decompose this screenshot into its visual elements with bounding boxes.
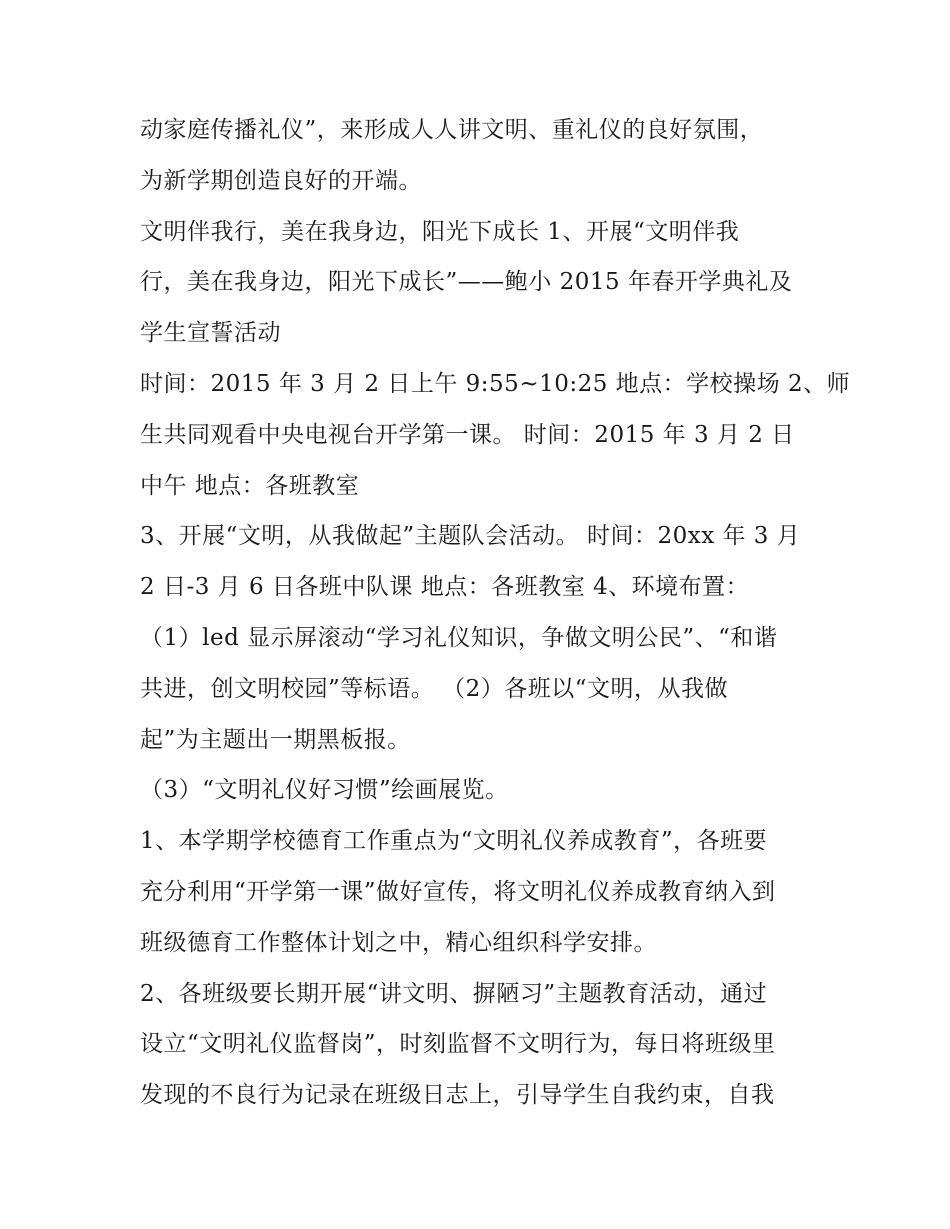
text-line: 为新学期创造良好的开端。 [140,167,422,194]
text-line: 共进，创文明校园”等标语。 （2）各班以“文明，从我做 [140,675,728,702]
text-line: （1）led 显示屏滚动“学习礼仪知识，争做文明公民”、“和谐 [140,624,778,651]
text-line: 学生宣誓活动 [140,320,281,347]
text-line: 充分利用“开学第一课”做好宣传，将文明礼仪养成教育纳入到 [140,878,776,905]
text-line: 行，美在我身边，阳光下成长”——鲍小 2015 年春开学典礼及 [140,269,793,296]
document-body [140,105,851,1121]
text-line: 中午 地点：各班教室 [140,472,360,499]
text-line: 2 日-3 月 6 日各班中队课 地点：各班教室 4、环境布置： [140,574,750,601]
text-line: 起”为主题出一期黑板报。 [140,726,411,753]
text-line: 动家庭传播礼仪”，来形成人人讲文明、重礼仪的良好氛围， [140,117,764,143]
text-line: 2、各班级要长期开展“讲文明、摒陋习”主题教育活动，通过 [140,980,768,1007]
text-line: 文明伴我行，美在我身边，阳光下成长 1、开展“文明伴我 [140,218,740,245]
text-line: 发现的不良行为记录在班级日志上，引导学生自我约束，自我 [140,1082,775,1109]
text-line: 3、开展“文明，从我做起”主题队会活动。 时间：20xx 年 3 月 [140,523,801,550]
text-line: 1、本学期学校德育工作重点为“文明礼仪养成教育”，各班要 [140,828,768,855]
text-line: 生共同观看中央电视台开学第一课。 时间：2015 年 3 月 2 日 [140,421,795,448]
text-line: 班级德育工作整体计划之中，精心组织科学安排。 [140,929,657,956]
text-line: （3）“文明礼仪好习惯”绘画展览。 [140,777,509,804]
text-line: 时间：2015 年 3 月 2 日上午 9:55~10:25 地点：学校操场 2、师 [140,370,851,397]
text-line: 设立“文明礼仪监督岗”，时刻监督不文明行为，每日将班级里 [140,1031,776,1058]
